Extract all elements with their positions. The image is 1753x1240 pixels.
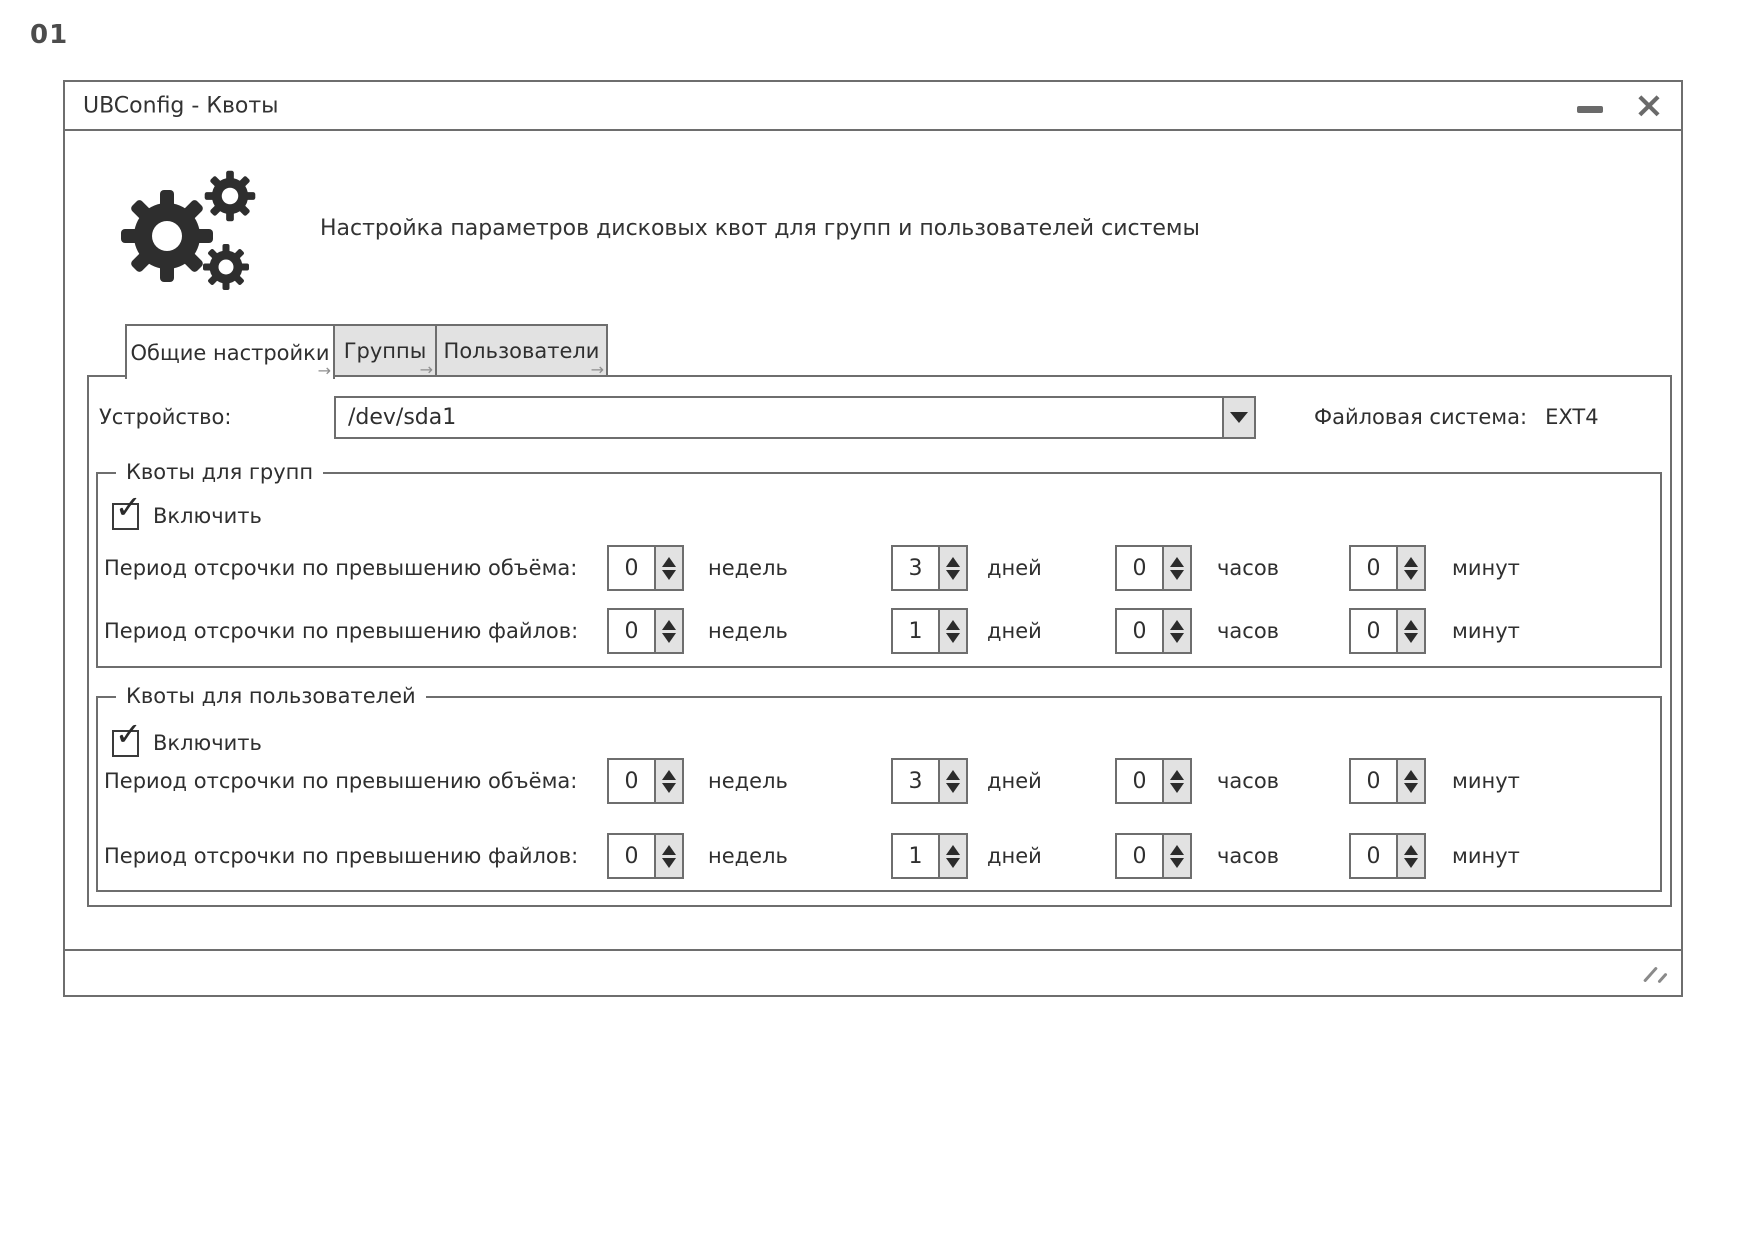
spinner-minutes[interactable] (1349, 545, 1426, 591)
spinner-minutes[interactable] (1349, 833, 1426, 879)
spinner-up-down-icon[interactable] (654, 547, 682, 589)
unit-label: дней (987, 844, 1042, 868)
spinner-value[interactable]: 0 (1366, 618, 1381, 644)
gears-icon (112, 167, 264, 303)
enable-checkbox[interactable] (112, 714, 142, 757)
spinner-value[interactable]: 0 (1132, 618, 1147, 644)
window-description: Настройка параметров дисковых квот для групп и пользователей системы (320, 216, 1200, 241)
spinner-weeks[interactable] (607, 608, 684, 654)
spinner-up-down-icon[interactable] (1162, 835, 1190, 877)
spinner-hours[interactable] (1115, 758, 1192, 804)
unit-label: минут (1452, 619, 1520, 643)
titlebar[interactable] (65, 82, 1681, 131)
spinner-value[interactable]: 0 (1132, 555, 1147, 581)
groupbox-legend: Квоты для групп (116, 460, 323, 484)
row-label: Период отсрочки по превышению файлов: (104, 844, 579, 868)
grace-period-size-row (98, 545, 1660, 591)
tab-general-settings[interactable] (125, 324, 335, 379)
spinner-value[interactable]: 0 (624, 843, 639, 869)
spinner-days[interactable] (891, 608, 968, 654)
combobox-dropdown-button[interactable] (1222, 398, 1254, 437)
device-combobox[interactable] (334, 396, 1256, 439)
row-label: Период отсрочки по превышению объёма: (104, 556, 578, 580)
unit-label: минут (1452, 844, 1520, 868)
spinner-hours[interactable] (1115, 833, 1192, 879)
spinner-value[interactable]: 0 (624, 768, 639, 794)
spinner-up-down-icon[interactable] (1396, 760, 1424, 802)
spinner-value[interactable]: 0 (1366, 555, 1381, 581)
spinner-up-down-icon[interactable] (1396, 547, 1424, 589)
spinner-up-down-icon[interactable] (1396, 610, 1424, 652)
enable-quotas-row (112, 487, 262, 530)
spinner-up-down-icon[interactable] (654, 760, 682, 802)
spinner-up-down-icon[interactable] (654, 835, 682, 877)
statusbar-divider (65, 949, 1681, 951)
grace-period-files-row (98, 833, 1660, 879)
spinner-weeks[interactable] (607, 833, 684, 879)
groupbox-legend: Квоты для пользователей (116, 684, 426, 708)
resize-grip-icon[interactable] (1641, 963, 1671, 987)
spinner-value[interactable]: 3 (908, 768, 923, 794)
tab-link-arrow-icon: → (419, 360, 433, 379)
row-label: Период отсрочки по превышению файлов: (104, 619, 579, 643)
spinner-value[interactable]: 3 (908, 555, 923, 581)
spinner-weeks[interactable] (607, 758, 684, 804)
spinner-value[interactable]: 0 (1366, 768, 1381, 794)
checkmark-icon: ✓ (115, 714, 142, 753)
tab-bar (125, 324, 608, 379)
tab-label: Общие настройки (130, 340, 330, 365)
spinner-minutes[interactable] (1349, 608, 1426, 654)
spinner-weeks[interactable] (607, 545, 684, 591)
figure-label: 01 (30, 20, 69, 50)
spinner-value[interactable]: 1 (908, 843, 923, 869)
spinner-days[interactable] (891, 833, 968, 879)
unit-label: дней (987, 556, 1042, 580)
spinner-up-down-icon[interactable] (654, 610, 682, 652)
spinner-up-down-icon[interactable] (1162, 760, 1190, 802)
grace-period-size-row (98, 758, 1660, 804)
tab-link-arrow-icon: → (317, 361, 331, 380)
tab-panel (87, 375, 1672, 907)
app-window (63, 80, 1683, 997)
row-label: Период отсрочки по превышению объёма: (104, 769, 578, 793)
chevron-down-icon (1230, 412, 1248, 423)
spinner-value[interactable]: 0 (1366, 843, 1381, 869)
tab-label: Группы (343, 338, 427, 363)
spinner-value[interactable]: 0 (1132, 843, 1147, 869)
device-combobox-value[interactable]: /dev/sda1 (348, 405, 457, 430)
filesystem-value: EXT4 (1545, 405, 1599, 429)
tab-groups[interactable] (333, 324, 437, 377)
enable-checkbox[interactable] (112, 487, 142, 530)
spinner-days[interactable] (891, 545, 968, 591)
tab-users[interactable] (435, 324, 608, 377)
checkmark-icon: ✓ (115, 487, 142, 526)
enable-checkbox-label: Включить (153, 731, 262, 755)
unit-label: минут (1452, 556, 1520, 580)
grace-period-files-row (98, 608, 1660, 654)
filesystem-info (1314, 405, 1599, 429)
groupbox-group-quotas (96, 460, 1662, 668)
enable-checkbox-label: Включить (153, 504, 262, 528)
unit-label: часов (1217, 844, 1280, 868)
unit-label: недель (708, 619, 788, 643)
spinner-up-down-icon[interactable] (938, 610, 966, 652)
spinner-value[interactable]: 0 (624, 618, 639, 644)
unit-label: недель (708, 769, 788, 793)
spinner-hours[interactable] (1115, 608, 1192, 654)
unit-label: недель (708, 844, 788, 868)
minimize-button[interactable] (1575, 91, 1605, 121)
filesystem-label: Файловая система: (1314, 405, 1528, 429)
spinner-value[interactable]: 0 (1132, 768, 1147, 794)
spinner-up-down-icon[interactable] (1162, 547, 1190, 589)
unit-label: дней (987, 619, 1042, 643)
unit-label: часов (1217, 619, 1280, 643)
groupbox-user-quotas (96, 684, 1662, 892)
spinner-up-down-icon[interactable] (938, 547, 966, 589)
unit-label: дней (987, 769, 1042, 793)
spinner-up-down-icon[interactable] (1162, 610, 1190, 652)
unit-label: недель (708, 556, 788, 580)
spinner-up-down-icon[interactable] (938, 835, 966, 877)
spinner-hours[interactable] (1115, 545, 1192, 591)
tab-label: Пользователи (443, 338, 600, 363)
unit-label: часов (1217, 769, 1280, 793)
tab-link-arrow-icon: → (590, 360, 604, 379)
close-icon: × (1633, 84, 1665, 126)
minimize-icon (1577, 106, 1603, 113)
spinner-up-down-icon[interactable] (1396, 835, 1424, 877)
unit-label: часов (1217, 556, 1280, 580)
window-title: UBConfig - Квоты (83, 93, 279, 118)
enable-quotas-row (112, 714, 262, 757)
window-controls (1575, 82, 1665, 129)
device-label: Устройство: (99, 405, 232, 429)
unit-label: минут (1452, 769, 1520, 793)
close-button[interactable] (1633, 86, 1665, 126)
spinner-days[interactable] (891, 758, 968, 804)
spinner-value[interactable]: 1 (908, 618, 923, 644)
spinner-up-down-icon[interactable] (938, 760, 966, 802)
spinner-minutes[interactable] (1349, 758, 1426, 804)
spinner-value[interactable]: 0 (624, 555, 639, 581)
